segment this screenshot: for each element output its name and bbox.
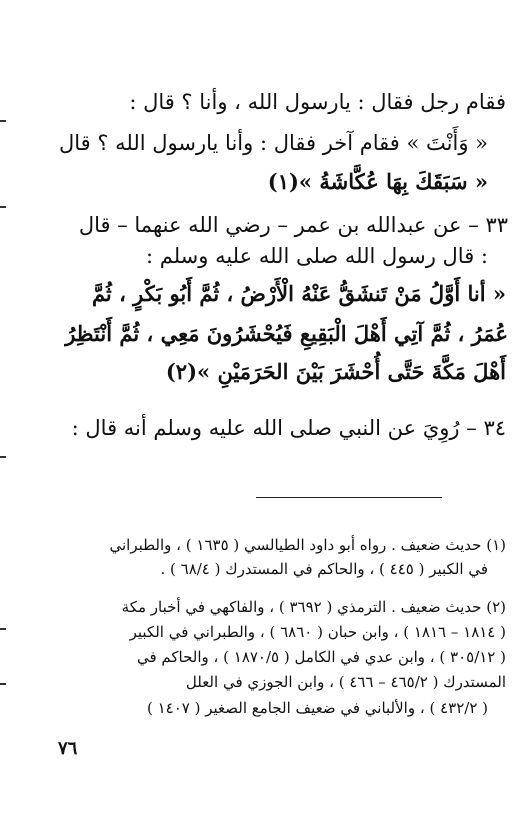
text-line-6: « أنا أَوَّلُ مَنْ تَنشَقُّ عَنْهُ الْأَرْضُ ، ثُمَّ أَبُو بَكْرٍ ، ثُمَّ xyxy=(91,281,506,306)
footnote-line-6: المستدرك ( ٤٦٥/٢ – ٤٦٦ ) ، وابن الجوزي في العلل xyxy=(185,673,506,691)
page-number: ٧٦ xyxy=(58,738,78,759)
text-line-7: عُمَرُ ، ثُمَّ آتِي أَهْلَ الْبَقِيعِ فَيُحْشَرُونَ مَعِي ، ثُمَّ أَنْتَظِرُ xyxy=(65,321,508,346)
text-line-5: : قال رسول الله صلى الله عليه وسلم : xyxy=(145,244,488,268)
margin-mark xyxy=(0,683,6,685)
text-line-8: أَهْلَ مَكَّةَ حَتَّى أُحْشَرَ بَيْنَ الحَرَمَيْنِ »(٢) xyxy=(165,359,506,384)
text-line-3: « سَبَقَكَ بِهَا عُكَّاشَةُ »(١) xyxy=(267,169,488,194)
footnote-separator xyxy=(256,497,442,498)
margin-mark xyxy=(0,120,6,122)
footnote-line-3: (٢) حديث ضعيف . الترمذي ( ٣٦٩٢ ) ، والفاكهي في أخبار مكة xyxy=(121,598,506,616)
text-line-1: فقام رجل فقال : يارسول الله ، وأنا ؟ قال : xyxy=(129,90,506,114)
margin-mark xyxy=(0,206,6,208)
text-line-2: « وَأَنْتَ » فقام آخر فقال : وأنا يارسول الله ؟ قال xyxy=(58,131,488,155)
footnote-line-2: في الكبير ( ٤٤٥ ) ، والحاكم في المستدرك ( ٦٨/٤ ) . xyxy=(160,560,488,578)
footnote-line-5: ( ٣٠٥/١٢ ) ، وابن عدي في الكامل ( ١٨٧٠/٥ ) ، والحاكم في xyxy=(136,648,506,666)
footnote-line-7: ( ٤٣٢/٢ ) ، والألباني في ضعيف الجامع الصغير ( ١٤٠٧ ) xyxy=(146,699,488,717)
footnote-line-1: (١) حديث ضعيف . رواه أبو داود الطيالسي ( ١٦٣٥ ) ، والطبراني xyxy=(109,536,506,554)
margin-mark xyxy=(0,628,6,630)
footnote-line-4: ( ١٨١٤ – ١٨١٦ ) ، وابن حبان ( ٦٨٦٠ ) ، والطبراني في الكبير xyxy=(129,623,506,641)
text-line-9: ٣٤ – رُوِيَ عن النبي صلى الله عليه وسلم أنه قال : xyxy=(71,416,506,440)
text-line-4: ٣٣ – عن عبدالله بن عمر – رضي الله عنهما – قال xyxy=(78,213,508,237)
margin-mark xyxy=(0,456,6,458)
